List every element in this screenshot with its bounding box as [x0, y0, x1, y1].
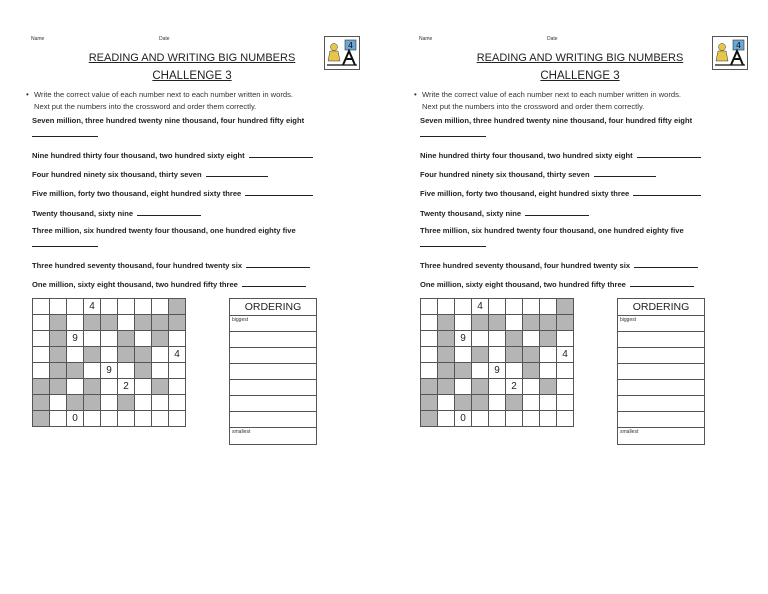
ordering-row[interactable]	[618, 380, 704, 396]
crossword-shaded-cell	[421, 411, 438, 427]
crossword-shaded-cell	[438, 331, 455, 347]
worksheet-title: READING AND WRITING BIG NUMBERS	[476, 52, 684, 64]
crossword-shaded-cell	[33, 395, 50, 411]
crossword-shaded-cell	[118, 331, 135, 347]
biggest-label: biggest	[620, 317, 637, 323]
answer-blank-4[interactable]	[633, 187, 701, 196]
crossword-cell[interactable]	[421, 347, 438, 363]
instruction-line-1: Write the correct value of each number next to each number written in words.	[422, 90, 682, 99]
crossword-shaded-cell	[50, 331, 67, 347]
crossword-cell[interactable]	[472, 331, 489, 347]
crossword-cell[interactable]	[506, 411, 523, 427]
crossword-grid	[420, 298, 574, 427]
crossword-cell[interactable]: 4	[472, 299, 489, 315]
ordering-row[interactable]	[230, 396, 316, 412]
ordering-row[interactable]	[618, 316, 704, 332]
crossword-cell[interactable]	[489, 347, 506, 363]
crossword-cell[interactable]	[472, 411, 489, 427]
crossword-shaded-cell	[506, 347, 523, 363]
crossword-shaded-cell	[438, 347, 455, 363]
crossword-cell[interactable]	[557, 395, 574, 411]
crossword-cell[interactable]	[540, 395, 557, 411]
crossword-cell[interactable]: 0	[455, 411, 472, 427]
question-1: Seven million, three hundred twenty nine thousand, four hundred fifty eight	[420, 116, 693, 125]
crossword-cell[interactable]	[101, 411, 118, 427]
answer-blank-5[interactable]	[525, 207, 589, 216]
crossword-shaded-cell	[438, 363, 455, 379]
crossword-shaded-cell	[472, 379, 489, 395]
crossword-cell[interactable]	[169, 395, 186, 411]
smallest-label: smallest	[232, 429, 251, 435]
name-label: Name	[419, 36, 433, 42]
crossword-row	[421, 331, 574, 347]
crossword-cell[interactable]	[118, 299, 135, 315]
worksheet-subtitle: CHALLENGE 3	[540, 70, 620, 82]
logo-digit: 4	[347, 41, 354, 50]
question-2: Nine hundred thirty four thousand, two hundred sixty eight	[32, 149, 313, 160]
ordering-row[interactable]	[230, 316, 316, 332]
crossword-shaded-cell	[455, 363, 472, 379]
ordering-row[interactable]	[618, 364, 704, 380]
crossword-cell[interactable]: 9	[455, 331, 472, 347]
crossword-shaded-cell	[50, 347, 67, 363]
crossword-cell[interactable]	[101, 331, 118, 347]
crossword-shaded-cell	[540, 315, 557, 331]
crossword-cell[interactable]	[135, 379, 152, 395]
crossword-cell[interactable]	[455, 315, 472, 331]
crossword-cell[interactable]	[489, 411, 506, 427]
crossword-shaded-cell	[506, 331, 523, 347]
question-5: Twenty thousand, sixty nine	[420, 207, 589, 218]
crossword-shaded-cell	[169, 299, 186, 315]
worksheet-title: READING AND WRITING BIG NUMBERS	[88, 52, 296, 64]
question-7: Three hundred seventy thousand, four hundred twenty six	[420, 259, 698, 270]
crossword-cell[interactable]	[557, 363, 574, 379]
crossword-cell[interactable]	[557, 411, 574, 427]
crossword-cell[interactable]	[455, 379, 472, 395]
ordering-row[interactable]	[618, 412, 704, 428]
crossword-shaded-cell	[455, 395, 472, 411]
crossword-shaded-cell	[169, 315, 186, 331]
crossword-cell[interactable]	[421, 331, 438, 347]
crossword-shaded-cell	[472, 347, 489, 363]
crossword-cell[interactable]	[33, 331, 50, 347]
instructions	[26, 89, 374, 113]
crossword-grid	[32, 298, 186, 427]
crossword-row	[421, 347, 574, 363]
instruction-line-2: Next put the numbers into the crossword and order them correctly.	[34, 102, 257, 111]
crossword-shaded-cell	[84, 379, 101, 395]
crossword-cell[interactable]	[523, 411, 540, 427]
crossword-cell[interactable]	[152, 347, 169, 363]
question-5: Twenty thousand, sixty nine	[32, 207, 201, 218]
crossword-row	[421, 299, 574, 315]
logo-icon	[712, 36, 748, 70]
crossword-cell[interactable]	[67, 299, 84, 315]
crossword-cell[interactable]	[438, 395, 455, 411]
crossword-row	[33, 299, 186, 315]
crossword-cell[interactable]: 4	[84, 299, 101, 315]
question-8: One million, sixty eight thousand, two hundred fifty three	[420, 278, 694, 289]
crossword-cell[interactable]	[169, 363, 186, 379]
crossword-cell[interactable]	[455, 347, 472, 363]
crossword-cell[interactable]	[84, 331, 101, 347]
crossword-cell[interactable]	[523, 379, 540, 395]
crossword-shaded-cell	[489, 315, 506, 331]
worksheet-right	[388, 0, 768, 594]
ordering-row[interactable]	[230, 412, 316, 428]
ordering-row[interactable]	[230, 428, 316, 444]
ordering-row[interactable]	[230, 348, 316, 364]
ordering-row[interactable]	[230, 380, 316, 396]
crossword-cell[interactable]	[438, 299, 455, 315]
crossword-cell[interactable]	[101, 395, 118, 411]
answer-blank-7[interactable]	[634, 259, 698, 268]
crossword-cell[interactable]	[33, 299, 50, 315]
crossword-cell[interactable]	[101, 379, 118, 395]
crossword-shaded-cell	[50, 315, 67, 331]
crossword-cell[interactable]	[169, 331, 186, 347]
answer-blank-3[interactable]	[206, 168, 268, 177]
crossword-cell[interactable]: 9	[101, 363, 118, 379]
crossword-shaded-cell	[84, 315, 101, 331]
crossword-row	[421, 395, 574, 411]
crossword-shaded-cell	[118, 347, 135, 363]
crossword-shaded-cell	[523, 315, 540, 331]
crossword-row	[33, 331, 186, 347]
question-3: Four hundred ninety six thousand, thirty seven	[420, 168, 656, 179]
crossword-cell[interactable]	[523, 395, 540, 411]
crossword-cell[interactable]: 9	[489, 363, 506, 379]
crossword-cell[interactable]	[33, 315, 50, 331]
crossword-cell[interactable]	[540, 299, 557, 315]
crossword-cell[interactable]	[152, 363, 169, 379]
crossword-shaded-cell	[33, 379, 50, 395]
ordering-row[interactable]	[618, 396, 704, 412]
crossword-cell[interactable]	[489, 395, 506, 411]
ordering-row[interactable]	[230, 332, 316, 348]
crossword-cell[interactable]	[421, 299, 438, 315]
crossword-row	[33, 411, 186, 427]
question-8: One million, sixty eight thousand, two hundred fifty three	[32, 278, 306, 289]
crossword-cell[interactable]	[135, 299, 152, 315]
crossword-row	[421, 379, 574, 395]
crossword-cell[interactable]	[169, 411, 186, 427]
crossword-cell[interactable]	[135, 331, 152, 347]
crossword-cell[interactable]	[50, 411, 67, 427]
ordering-row[interactable]	[618, 348, 704, 364]
question-3: Four hundred ninety six thousand, thirty seven	[32, 168, 268, 179]
question-4: Five million, forty two thousand, eight hundred sixty three	[32, 187, 313, 198]
crossword-cell[interactable]	[84, 411, 101, 427]
crossword-shaded-cell	[67, 363, 84, 379]
crossword-cell[interactable]	[557, 331, 574, 347]
crossword-cell[interactable]	[455, 299, 472, 315]
crossword-shaded-cell	[118, 395, 135, 411]
crossword-row	[33, 347, 186, 363]
crossword-shaded-cell	[472, 315, 489, 331]
crossword-shaded-cell	[523, 363, 540, 379]
crossword-cell[interactable]	[50, 299, 67, 315]
crossword-cell[interactable]: 2	[506, 379, 523, 395]
crossword-cell[interactable]	[506, 299, 523, 315]
crossword-cell[interactable]	[101, 347, 118, 363]
bullet-icon: •	[414, 90, 417, 99]
crossword-shaded-cell	[152, 331, 169, 347]
crossword-cell[interactable]	[421, 363, 438, 379]
crossword-cell[interactable]	[540, 363, 557, 379]
crossword-cell[interactable]	[84, 363, 101, 379]
instruction-line-1: Write the correct value of each number next to each number written in words.	[34, 90, 294, 99]
crossword-cell[interactable]	[118, 411, 135, 427]
crossword-cell[interactable]	[557, 379, 574, 395]
question-6: Three million, six hundred twenty four thousand, one hundred eighty five	[32, 226, 296, 235]
crossword-cell[interactable]: 9	[67, 331, 84, 347]
crossword-cell[interactable]	[135, 395, 152, 411]
answer-blank-2[interactable]	[637, 149, 701, 158]
ordering-row[interactable]	[618, 428, 704, 444]
crossword-shaded-cell	[523, 347, 540, 363]
crossword-shaded-cell	[421, 395, 438, 411]
ordering-title: ORDERING	[230, 299, 316, 316]
question-4: Five million, forty two thousand, eight hundred sixty three	[420, 187, 701, 198]
crossword-cell[interactable]	[152, 411, 169, 427]
crossword-cell[interactable]	[489, 331, 506, 347]
answer-blank-8[interactable]	[242, 278, 306, 287]
biggest-label: biggest	[232, 317, 249, 323]
crossword-shaded-cell	[540, 331, 557, 347]
ordering-box	[617, 298, 705, 445]
crossword-row	[33, 315, 186, 331]
answer-blank-5[interactable]	[137, 207, 201, 216]
crossword-cell[interactable]: 2	[118, 379, 135, 395]
question-7: Three hundred seventy thousand, four hundred twenty six	[32, 259, 310, 270]
crossword-cell[interactable]	[489, 379, 506, 395]
crossword-shaded-cell	[84, 395, 101, 411]
answer-blank-6[interactable]	[420, 246, 486, 247]
crossword-cell[interactable]	[523, 331, 540, 347]
crossword-cell[interactable]	[101, 299, 118, 315]
crossword-cell[interactable]	[67, 379, 84, 395]
crossword-shaded-cell	[135, 363, 152, 379]
crossword-cell[interactable]	[421, 315, 438, 331]
crossword-cell[interactable]	[50, 395, 67, 411]
crossword-cell[interactable]	[438, 411, 455, 427]
crossword-cell[interactable]	[118, 315, 135, 331]
crossword-cell[interactable]: 4	[557, 347, 574, 363]
name-label: Name	[31, 36, 45, 42]
crossword-shaded-cell	[540, 379, 557, 395]
answer-blank-4[interactable]	[245, 187, 313, 196]
crossword-shaded-cell	[152, 315, 169, 331]
crossword-shaded-cell	[438, 315, 455, 331]
crossword-cell[interactable]	[118, 363, 135, 379]
crossword-cell[interactable]	[135, 411, 152, 427]
ordering-row[interactable]	[230, 364, 316, 380]
crossword-shaded-cell	[135, 315, 152, 331]
crossword-row	[33, 379, 186, 395]
ordering-title: ORDERING	[618, 299, 704, 316]
answer-blank-3[interactable]	[594, 168, 656, 177]
crossword-shaded-cell	[33, 411, 50, 427]
crossword-cell[interactable]	[169, 379, 186, 395]
crossword-cell[interactable]	[523, 299, 540, 315]
crossword-shaded-cell	[67, 395, 84, 411]
logo-digit: 4	[735, 41, 742, 50]
question-2: Nine hundred thirty four thousand, two hundred sixty eight	[420, 149, 701, 160]
crossword-row	[421, 315, 574, 331]
answer-blank-2[interactable]	[249, 149, 313, 158]
instructions	[414, 89, 762, 113]
crossword-shaded-cell	[50, 363, 67, 379]
crossword-cell[interactable]	[506, 315, 523, 331]
logo-icon	[324, 36, 360, 70]
date-label: Date	[547, 36, 558, 42]
crossword-cell[interactable]: 0	[67, 411, 84, 427]
crossword-shaded-cell	[421, 379, 438, 395]
crossword-row	[33, 363, 186, 379]
answer-blank-1[interactable]	[420, 136, 486, 137]
crossword-shaded-cell	[557, 315, 574, 331]
answer-blank-1[interactable]	[32, 136, 98, 137]
smallest-label: smallest	[620, 429, 639, 435]
date-label: Date	[159, 36, 170, 42]
crossword-shaded-cell	[472, 395, 489, 411]
crossword-shaded-cell	[84, 347, 101, 363]
crossword-row	[421, 411, 574, 427]
crossword-shaded-cell	[557, 299, 574, 315]
answer-blank-7[interactable]	[246, 259, 310, 268]
crossword-cell[interactable]	[540, 411, 557, 427]
ordering-box	[229, 298, 317, 445]
crossword-cell[interactable]	[67, 347, 84, 363]
answer-blank-8[interactable]	[630, 278, 694, 287]
ordering-row[interactable]	[618, 332, 704, 348]
crossword-cell[interactable]	[472, 363, 489, 379]
crossword-shaded-cell	[438, 379, 455, 395]
worksheet-subtitle: CHALLENGE 3	[152, 70, 232, 82]
crossword-row	[33, 395, 186, 411]
crossword-cell[interactable]	[33, 363, 50, 379]
crossword-shaded-cell	[506, 395, 523, 411]
crossword-cell[interactable]	[152, 299, 169, 315]
question-1: Seven million, three hundred twenty nine thousand, four hundred fifty eight	[32, 116, 305, 125]
crossword-shaded-cell	[135, 347, 152, 363]
crossword-cell[interactable]	[489, 299, 506, 315]
crossword-shaded-cell	[50, 379, 67, 395]
instruction-line-2: Next put the numbers into the crossword and order them correctly.	[422, 102, 645, 111]
crossword-cell[interactable]: 4	[169, 347, 186, 363]
crossword-cell[interactable]	[152, 395, 169, 411]
crossword-row	[421, 363, 574, 379]
crossword-cell[interactable]	[67, 315, 84, 331]
crossword-shaded-cell	[101, 315, 118, 331]
question-6: Three million, six hundred twenty four thousand, one hundred eighty five	[420, 226, 684, 235]
answer-blank-6[interactable]	[32, 246, 98, 247]
bullet-icon: •	[26, 90, 29, 99]
crossword-cell[interactable]	[33, 347, 50, 363]
crossword-cell[interactable]	[540, 347, 557, 363]
crossword-shaded-cell	[152, 379, 169, 395]
crossword-cell[interactable]	[506, 363, 523, 379]
